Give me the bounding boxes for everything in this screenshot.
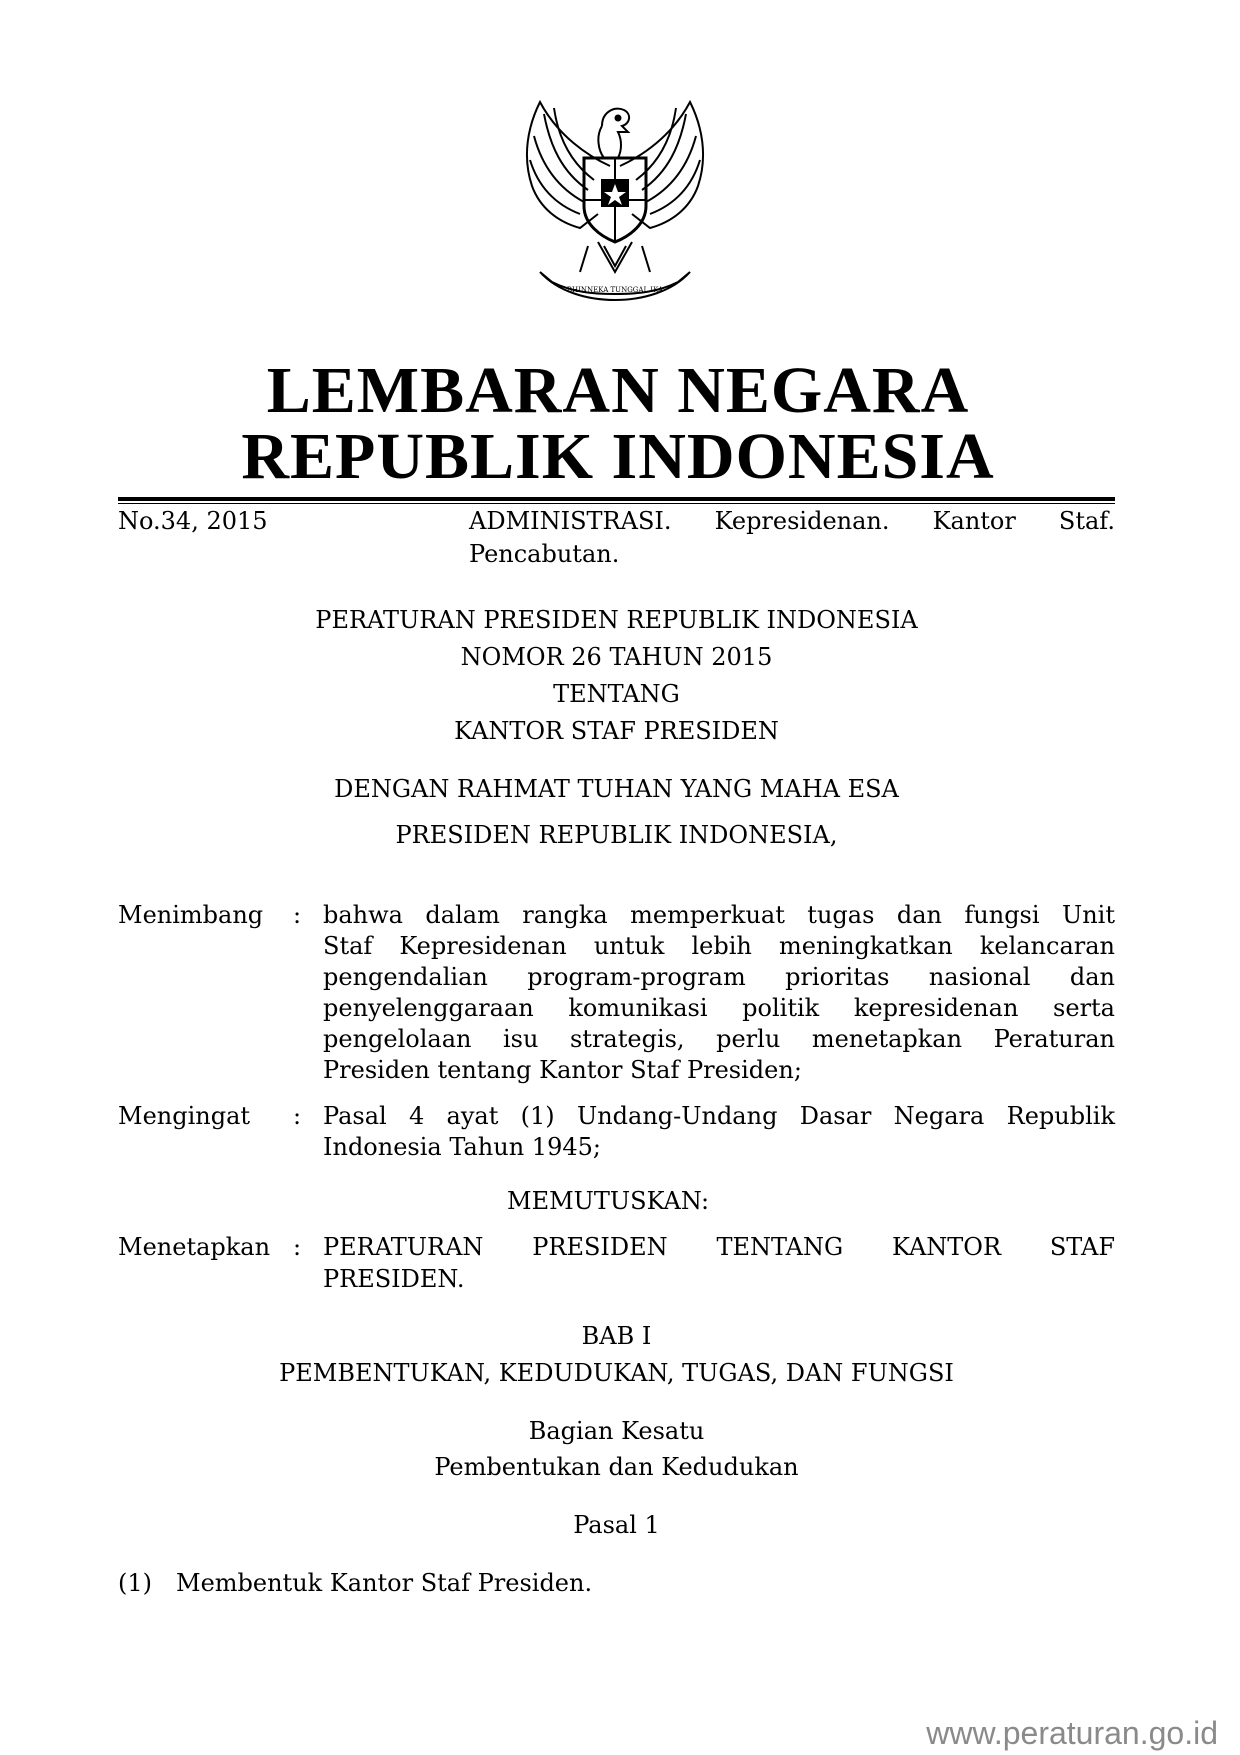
enact-word: STAF — [1049, 1233, 1115, 1261]
chapter-title: PEMBENTUKAN, KEDUDUKAN, TUGAS, DAN FUNGSI — [279, 1359, 954, 1387]
section-title: Pembentukan dan Kedudukan — [434, 1453, 799, 1481]
considering-colon: : — [293, 901, 302, 929]
gazette-number: No.34, 2015 — [118, 507, 268, 535]
masthead-rule-thick — [118, 497, 1115, 501]
observing-colon: : — [293, 1102, 302, 1130]
observing-text — [323, 1101, 1115, 1163]
garuda-pancasila-emblem-icon — [518, 96, 712, 308]
article-item-number: (1) — [118, 1569, 152, 1597]
enact-word: PRESIDEN — [532, 1233, 668, 1261]
regulation-title-line-4: KANTOR STAF PRESIDEN — [454, 717, 779, 745]
article-item-text: Membentuk Kantor Staf Presiden. — [176, 1569, 593, 1597]
gazette-subject-line-1 — [469, 506, 1115, 537]
considering-line: Staf Kepresidenan untuk lebih meningkatkan kelancaran — [323, 932, 1115, 960]
considering-text — [323, 900, 1115, 1086]
enact-word: PERATURAN — [323, 1233, 484, 1261]
enact-colon: : — [293, 1233, 302, 1261]
regulation-title-line-1: PERATURAN PRESIDEN REPUBLIK INDONESIA — [315, 606, 918, 634]
footer-url: www.peraturan.go.id — [926, 1715, 1218, 1751]
considering-label: Menimbang — [118, 901, 264, 929]
considering-line: pengendalian program-program prioritas nasional dan — [323, 963, 1115, 991]
masthead-rule-thin — [118, 503, 1115, 504]
considering-line: bahwa dalam rangka memperkuat tugas dan fungsi Unit — [323, 901, 1115, 929]
masthead-line-1: LEMBARAN NEGARA — [266, 354, 970, 427]
decide-heading: MEMUTUSKAN: — [507, 1187, 710, 1215]
observing-line: Indonesia Tahun 1945; — [323, 1133, 601, 1161]
chapter-number: BAB I — [581, 1322, 652, 1350]
enact-line-2: PRESIDEN. — [323, 1265, 465, 1293]
gazette-subject-word: Staf. — [1058, 507, 1115, 535]
gazette-subject-word: Kepresidenan. — [714, 507, 890, 535]
gazette-subject-word: Kantor — [932, 507, 1016, 535]
regulation-title-line-3: TENTANG — [553, 680, 680, 708]
enact-word: KANTOR — [892, 1233, 1002, 1261]
considering-line: penyelenggaraan komunikasi politik kepresidenan serta — [323, 994, 1115, 1022]
enact-word: TENTANG — [716, 1233, 844, 1261]
observing-label: Mengingat — [118, 1102, 251, 1130]
emblem-motto: BHINNEKA TUNGGAL IKA — [566, 286, 664, 294]
observing-line: Pasal 4 ayat (1) Undang-Undang Dasar Negara Republik — [323, 1102, 1115, 1130]
regulation-enactor: PRESIDEN REPUBLIK INDONESIA, — [395, 821, 838, 849]
enact-label: Menetapkan — [118, 1233, 271, 1261]
enact-line-1 — [323, 1232, 1115, 1263]
article-title: Pasal 1 — [573, 1511, 660, 1539]
section-number: Bagian Kesatu — [528, 1417, 705, 1445]
regulation-title-line-2: NOMOR 26 TAHUN 2015 — [460, 643, 773, 671]
regulation-blessing: DENGAN RAHMAT TUHAN YANG MAHA ESA — [334, 775, 899, 803]
gazette-subject-line-2: Pencabutan. — [469, 540, 620, 568]
gazette-subject-word: ADMINISTRASI. — [469, 507, 672, 535]
considering-line: pengelolaan isu strategis, perlu menetapkan Peraturan — [323, 1025, 1115, 1053]
considering-line: Presiden tentang Kantor Staf Presiden; — [323, 1056, 802, 1084]
masthead-line-2: REPUBLIK INDONESIA — [241, 420, 995, 493]
